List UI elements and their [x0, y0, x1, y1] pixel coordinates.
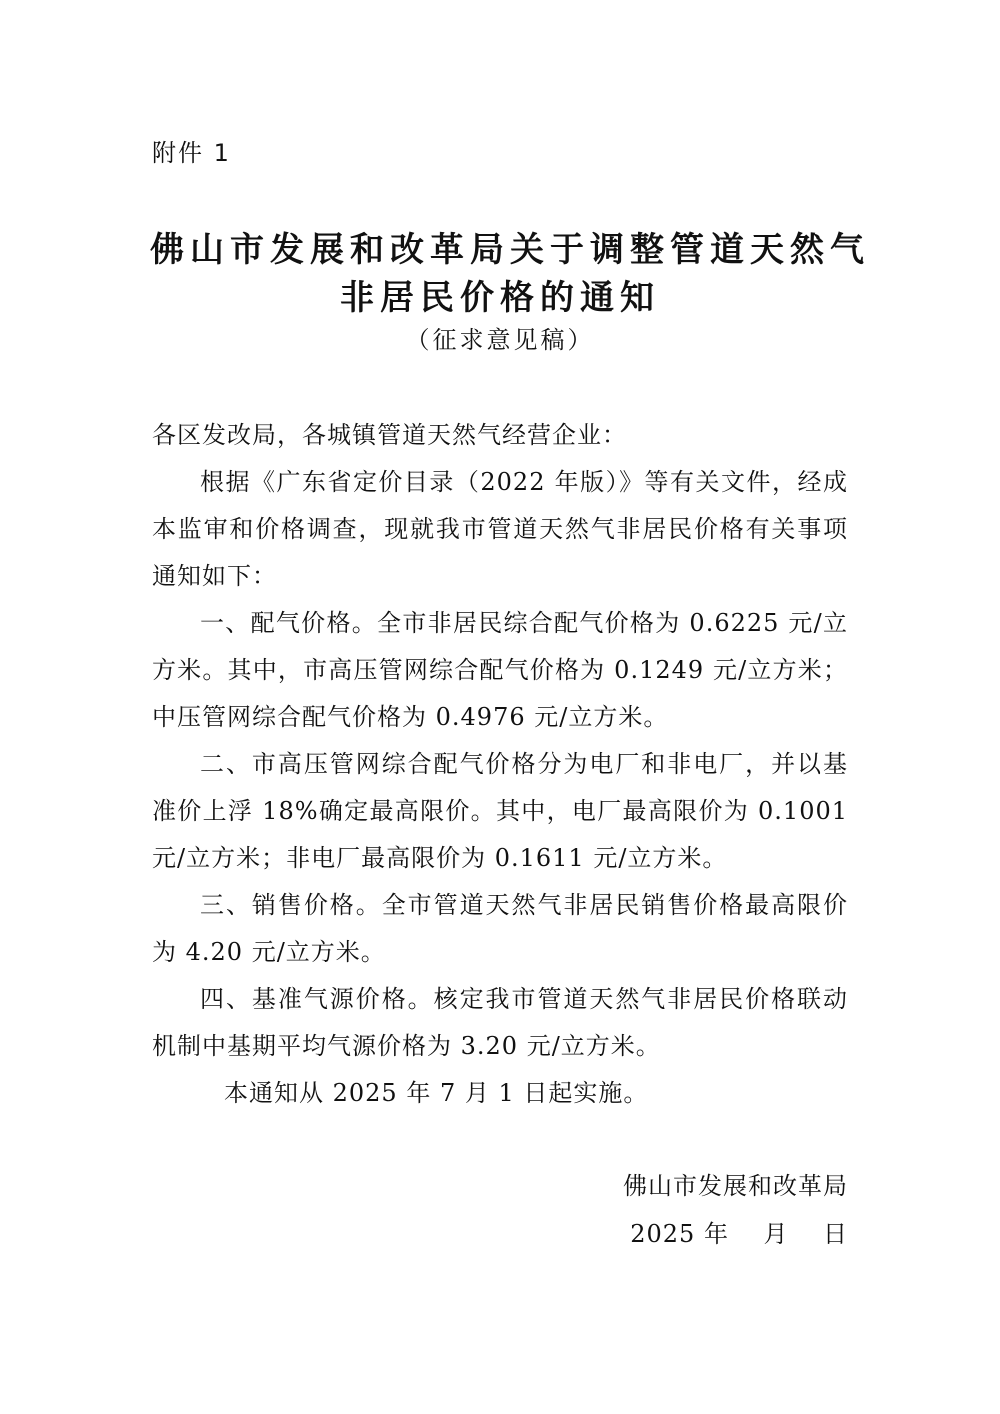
addressee: 各区发改局，各城镇管道天然气经营企业： — [152, 421, 627, 449]
notice-body — [152, 412, 848, 1117]
item-4-paragraph: 四、基准气源价格。核定我市管道天然气非居民价格联动机制中基期平均气源价格为 3.20 元/立方米。 — [152, 985, 848, 1060]
notice-title-line-1: 佛山市发展和改革局关于调整管道天然气 — [150, 230, 870, 270]
signing-organization: 佛山市发展和改革局 — [623, 1172, 848, 1200]
item-2-paragraph: 二、市高压管网综合配气价格分为电厂和非电厂，并以基准价上浮 18%确定最高限价。其中，电厂最高限价为 0.1001 元/立方米；非电厂最高限价为 0.1611 元/立方米。 — [152, 750, 848, 872]
draft-subtitle: （征求意见稿） — [405, 326, 595, 354]
attachment-label: 附件 1 — [152, 139, 231, 167]
effective-date-paragraph: 本通知从 2025 年 7 月 1 日起实施。 — [224, 1079, 649, 1107]
notice-title-line-2: 非居民价格的通知 — [340, 278, 660, 318]
intro-paragraph: 根据《广东省定价目录（2022 年版）》等有关文件，经成本监审和价格调查，现就我市管道天然气非居民价格有关事项通知如下： — [152, 468, 848, 590]
item-1-paragraph: 一、配气价格。全市非居民综合配气价格为 0.6225 元/立方米。其中，市高压管网综合配气价格为 0.1249 元/立方米；中压管网综合配气价格为 0.4976 元/立方米。 — [152, 609, 848, 731]
item-3-paragraph: 三、销售价格。全市管道天然气非居民销售价格最高限价为 4.20 元/立方米。 — [152, 891, 848, 966]
signing-date: 2025 年 月 日 — [630, 1220, 848, 1248]
